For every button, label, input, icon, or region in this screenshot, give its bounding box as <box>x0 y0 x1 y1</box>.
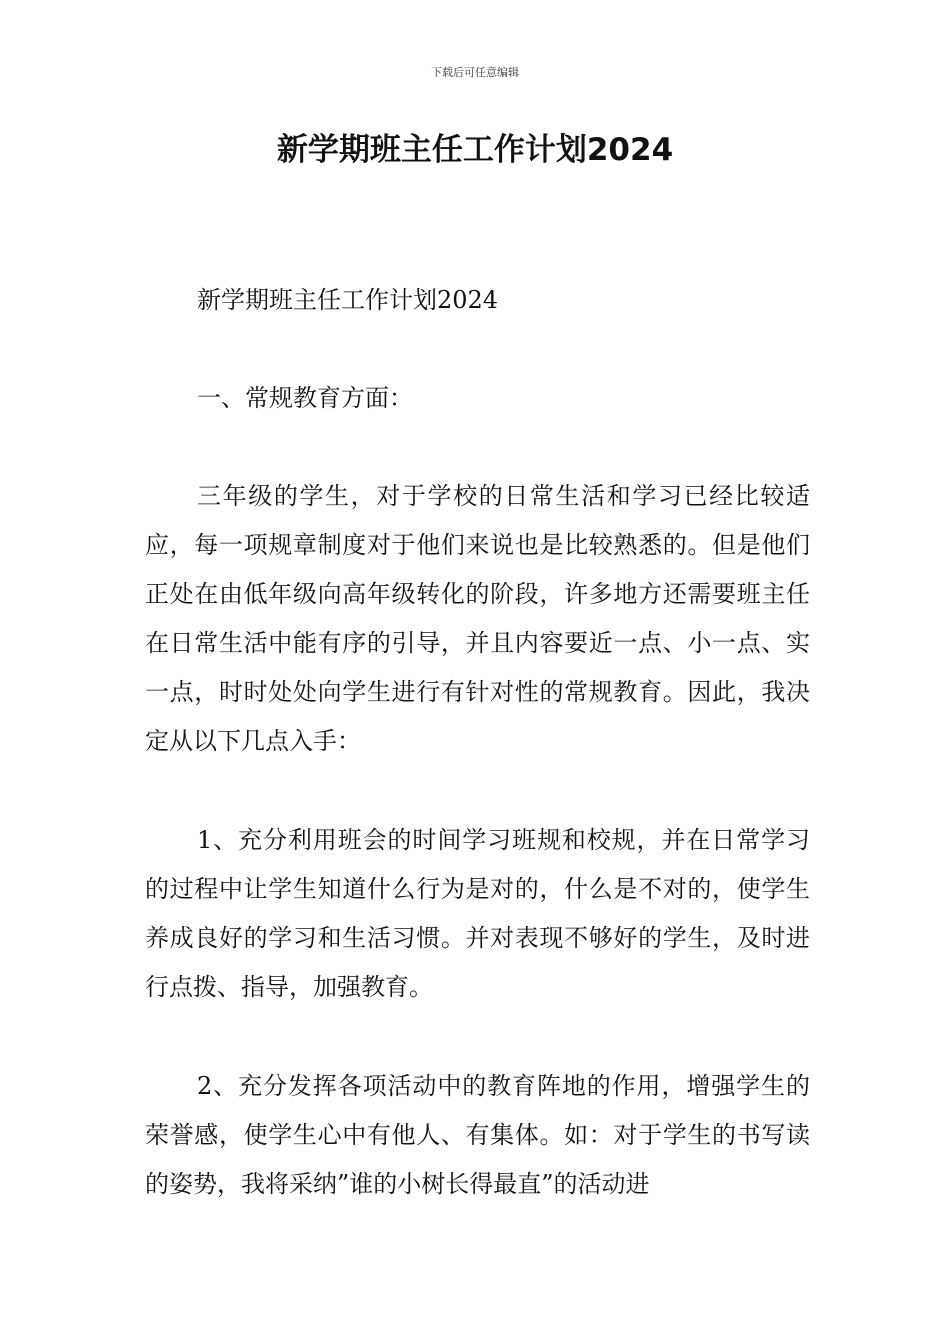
header-note: 下载后可任意编辑 <box>431 66 519 79</box>
document-title: 新学期班主任工作计划2024 <box>276 132 674 168</box>
paragraph-item-2: 2、充分发挥各项活动中的教育阵地的作用，增强学生的荣誉感，使学生心中有他人、有集体。如：对于学生的书写读的姿势，我将采纳”谁的小树长得最直”的活动进 <box>145 1072 810 1198</box>
paragraph-item-1: 1、充分利用班会的时间学习班规和校规，并在日常学习的过程中让学生知道什么行为是对的，什么是不对的，使学生养成良好的学习和生活习惯。并对表现不够好的学生，及时进行点拨、指导，加强教育。 <box>145 826 810 1001</box>
paragraph-intro: 三年级的学生，对于学校的日常生活和学习已经比较适应，每一项规章制度对于他们来说也是比较熟悉的。但是他们正处在由低年级向高年级转化的阶段，许多地方还需要班主任在日常生活中能有序的引导，并且内容要近一点、小一点、实一点，时时处处向学生进行有针对性的常规教育。因此，我决定从以下几点入手： <box>145 482 810 755</box>
document-subtitle: 新学期班主任工作计划2024 <box>197 286 499 314</box>
section-heading: 一、常规教育方面： <box>197 384 413 412</box>
